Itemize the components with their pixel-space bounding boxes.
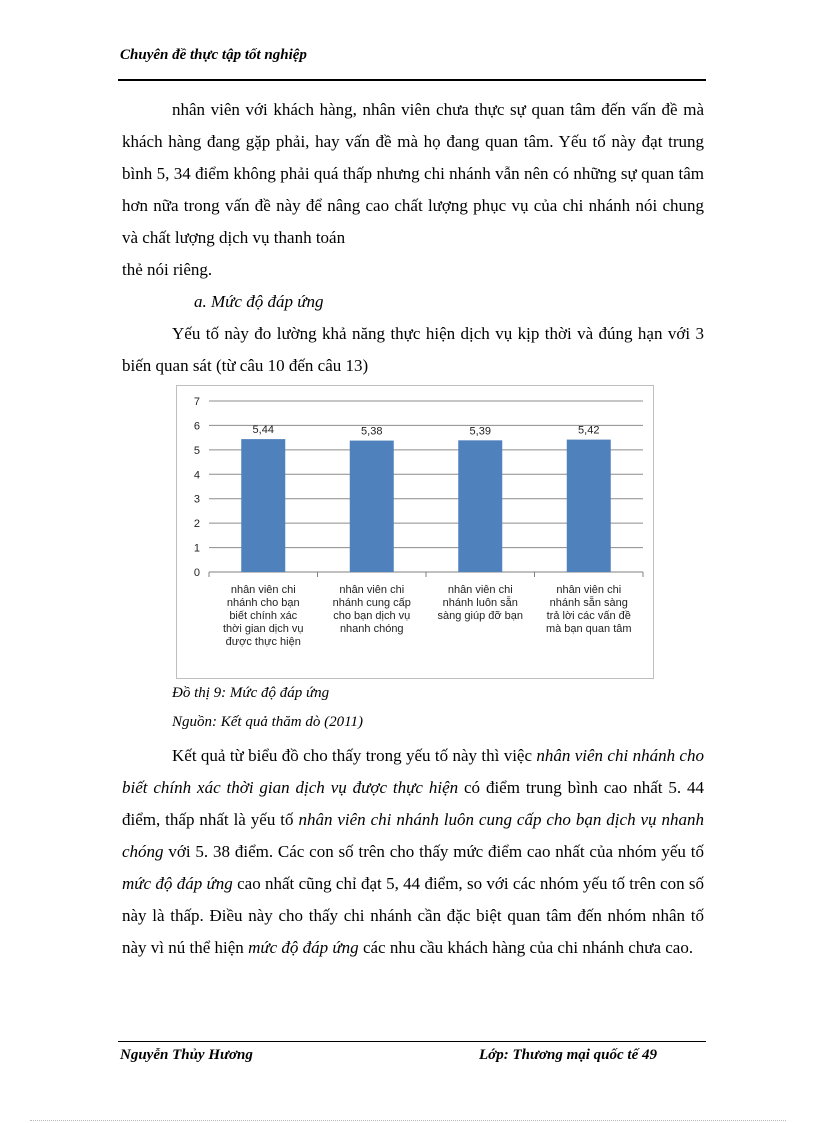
bar <box>241 439 285 572</box>
data-label: 5,39 <box>469 425 491 438</box>
category-label: nhân viên chi <box>556 584 622 596</box>
category-label: nhanh chóng <box>339 623 404 635</box>
chart-caption: Đồ thị 9: Mức độ đáp ứng <box>172 685 330 701</box>
category-label: nhánh cung cấp <box>332 597 411 609</box>
y-tick-label: 0 <box>193 567 200 579</box>
page-header-title: Chuyên đề thực tập tốt nghiệp <box>120 47 307 63</box>
data-label: 5,38 <box>361 425 383 438</box>
p3-text-2: có điểm trung bình cao nhất 5. 44 điểm, thấp nhất là yếu tố <box>122 778 704 829</box>
category-label: cho bạn dịch vụ <box>333 610 411 622</box>
p3-emph-4: mức độ đáp ứng <box>248 938 359 957</box>
y-tick-label: 1 <box>193 542 200 555</box>
p3-emph-3: mức độ đáp ứng <box>122 874 233 893</box>
page-bottom-dotted-line <box>30 1120 786 1121</box>
category-label: biết chính xác <box>229 610 298 622</box>
category-label: sàng giúp đỡ bạn <box>437 610 524 622</box>
footer-class: Lớp: Thương mại quốc tế 49 <box>479 1047 658 1063</box>
paragraph-1-last-line: thẻ nói riêng. <box>122 260 213 279</box>
p3-text-3: với 5. 38 điểm. Các con số trên cho thấy mức điểm cao nhất của nhóm yếu tố <box>163 842 704 861</box>
paragraph-2: Yếu tố này đo lường khả năng thực hiện dịch vụ kịp thời và đúng hạn với 3 biến quan sát (từ câu 10 đến câu 13) <box>122 324 704 375</box>
bar-chart <box>176 385 654 679</box>
chart-source: Nguồn: Kết quả thăm dò (2011) <box>172 714 363 730</box>
paragraph-1: nhân viên với khách hàng, nhân viên chưa thực sự quan tâm đến vấn đề mà khách hàng đang gặp phải, hay vấn đề mà họ đang quan tâm. Yếu tố này đạt trung bình 5, 34 điểm không phải quá thấp nhưng chi nhánh vẫn nên có những sự quan tâm hơn nữa trong vấn đề này để nâng cao chất lượng phục vụ của chi nhánh nói chung và chất lượng dịch vụ thanh toán <box>122 100 704 247</box>
p3-text-4: cao nhất cũng chỉ đạt 5, 44 điểm, so với các nhóm yếu tố trên con số này là thấp. Điều này cho thấy chi nhánh cần đặc biệt quan tâm đến nhóm nhân tố này vì nú thể hiện <box>122 874 704 957</box>
category-label: thời gian dịch vụ <box>222 623 304 635</box>
category-label: trả lời các vấn đề <box>546 610 631 622</box>
category-label: nhân viên chi <box>447 584 513 596</box>
p3-text-5: các nhu cầu khách hàng của chi nhánh chưa cao. <box>358 938 694 957</box>
y-tick-label: 3 <box>193 493 200 506</box>
p3-emph-1: nhân viên chi nhánh cho biết chính xác thời gian dịch vụ được thực hiện <box>122 746 704 797</box>
data-label: 5,44 <box>252 424 274 437</box>
bar <box>458 440 502 572</box>
y-tick-label: 4 <box>193 469 200 482</box>
y-tick-label: 5 <box>193 444 200 457</box>
p3-text-1: Kết quả từ biểu đồ cho thấy trong yếu tố này thì việc <box>172 746 537 765</box>
footer-rule <box>118 1041 706 1042</box>
category-label: nhánh sẵn sàng <box>549 597 628 609</box>
chart-svg <box>177 386 653 678</box>
subheading: a. Mức độ đáp ứng <box>194 292 324 311</box>
y-tick-label: 6 <box>193 420 200 433</box>
y-tick-label: 7 <box>193 396 200 408</box>
category-label: được thực hiện <box>225 636 301 648</box>
category-label: mà bạn quan tâm <box>545 623 632 635</box>
y-tick-label: 2 <box>193 518 200 531</box>
category-label: nhân viên chi <box>339 584 405 596</box>
category-label: nhánh luôn sẵn <box>442 597 518 609</box>
bar <box>350 441 394 572</box>
category-label: nhân viên chi <box>230 584 296 596</box>
paragraph-3 <box>122 740 704 964</box>
header-rule <box>118 79 706 81</box>
footer-author: Nguyễn Thủy Hương <box>120 1047 253 1063</box>
bar <box>567 440 611 572</box>
p3-emph-2: nhân viên chi nhánh luôn cung cấp cho bạn dịch vụ nhanh chóng <box>122 810 704 861</box>
data-label: 5,42 <box>578 424 600 437</box>
category-label: nhánh cho bạn <box>226 597 300 609</box>
